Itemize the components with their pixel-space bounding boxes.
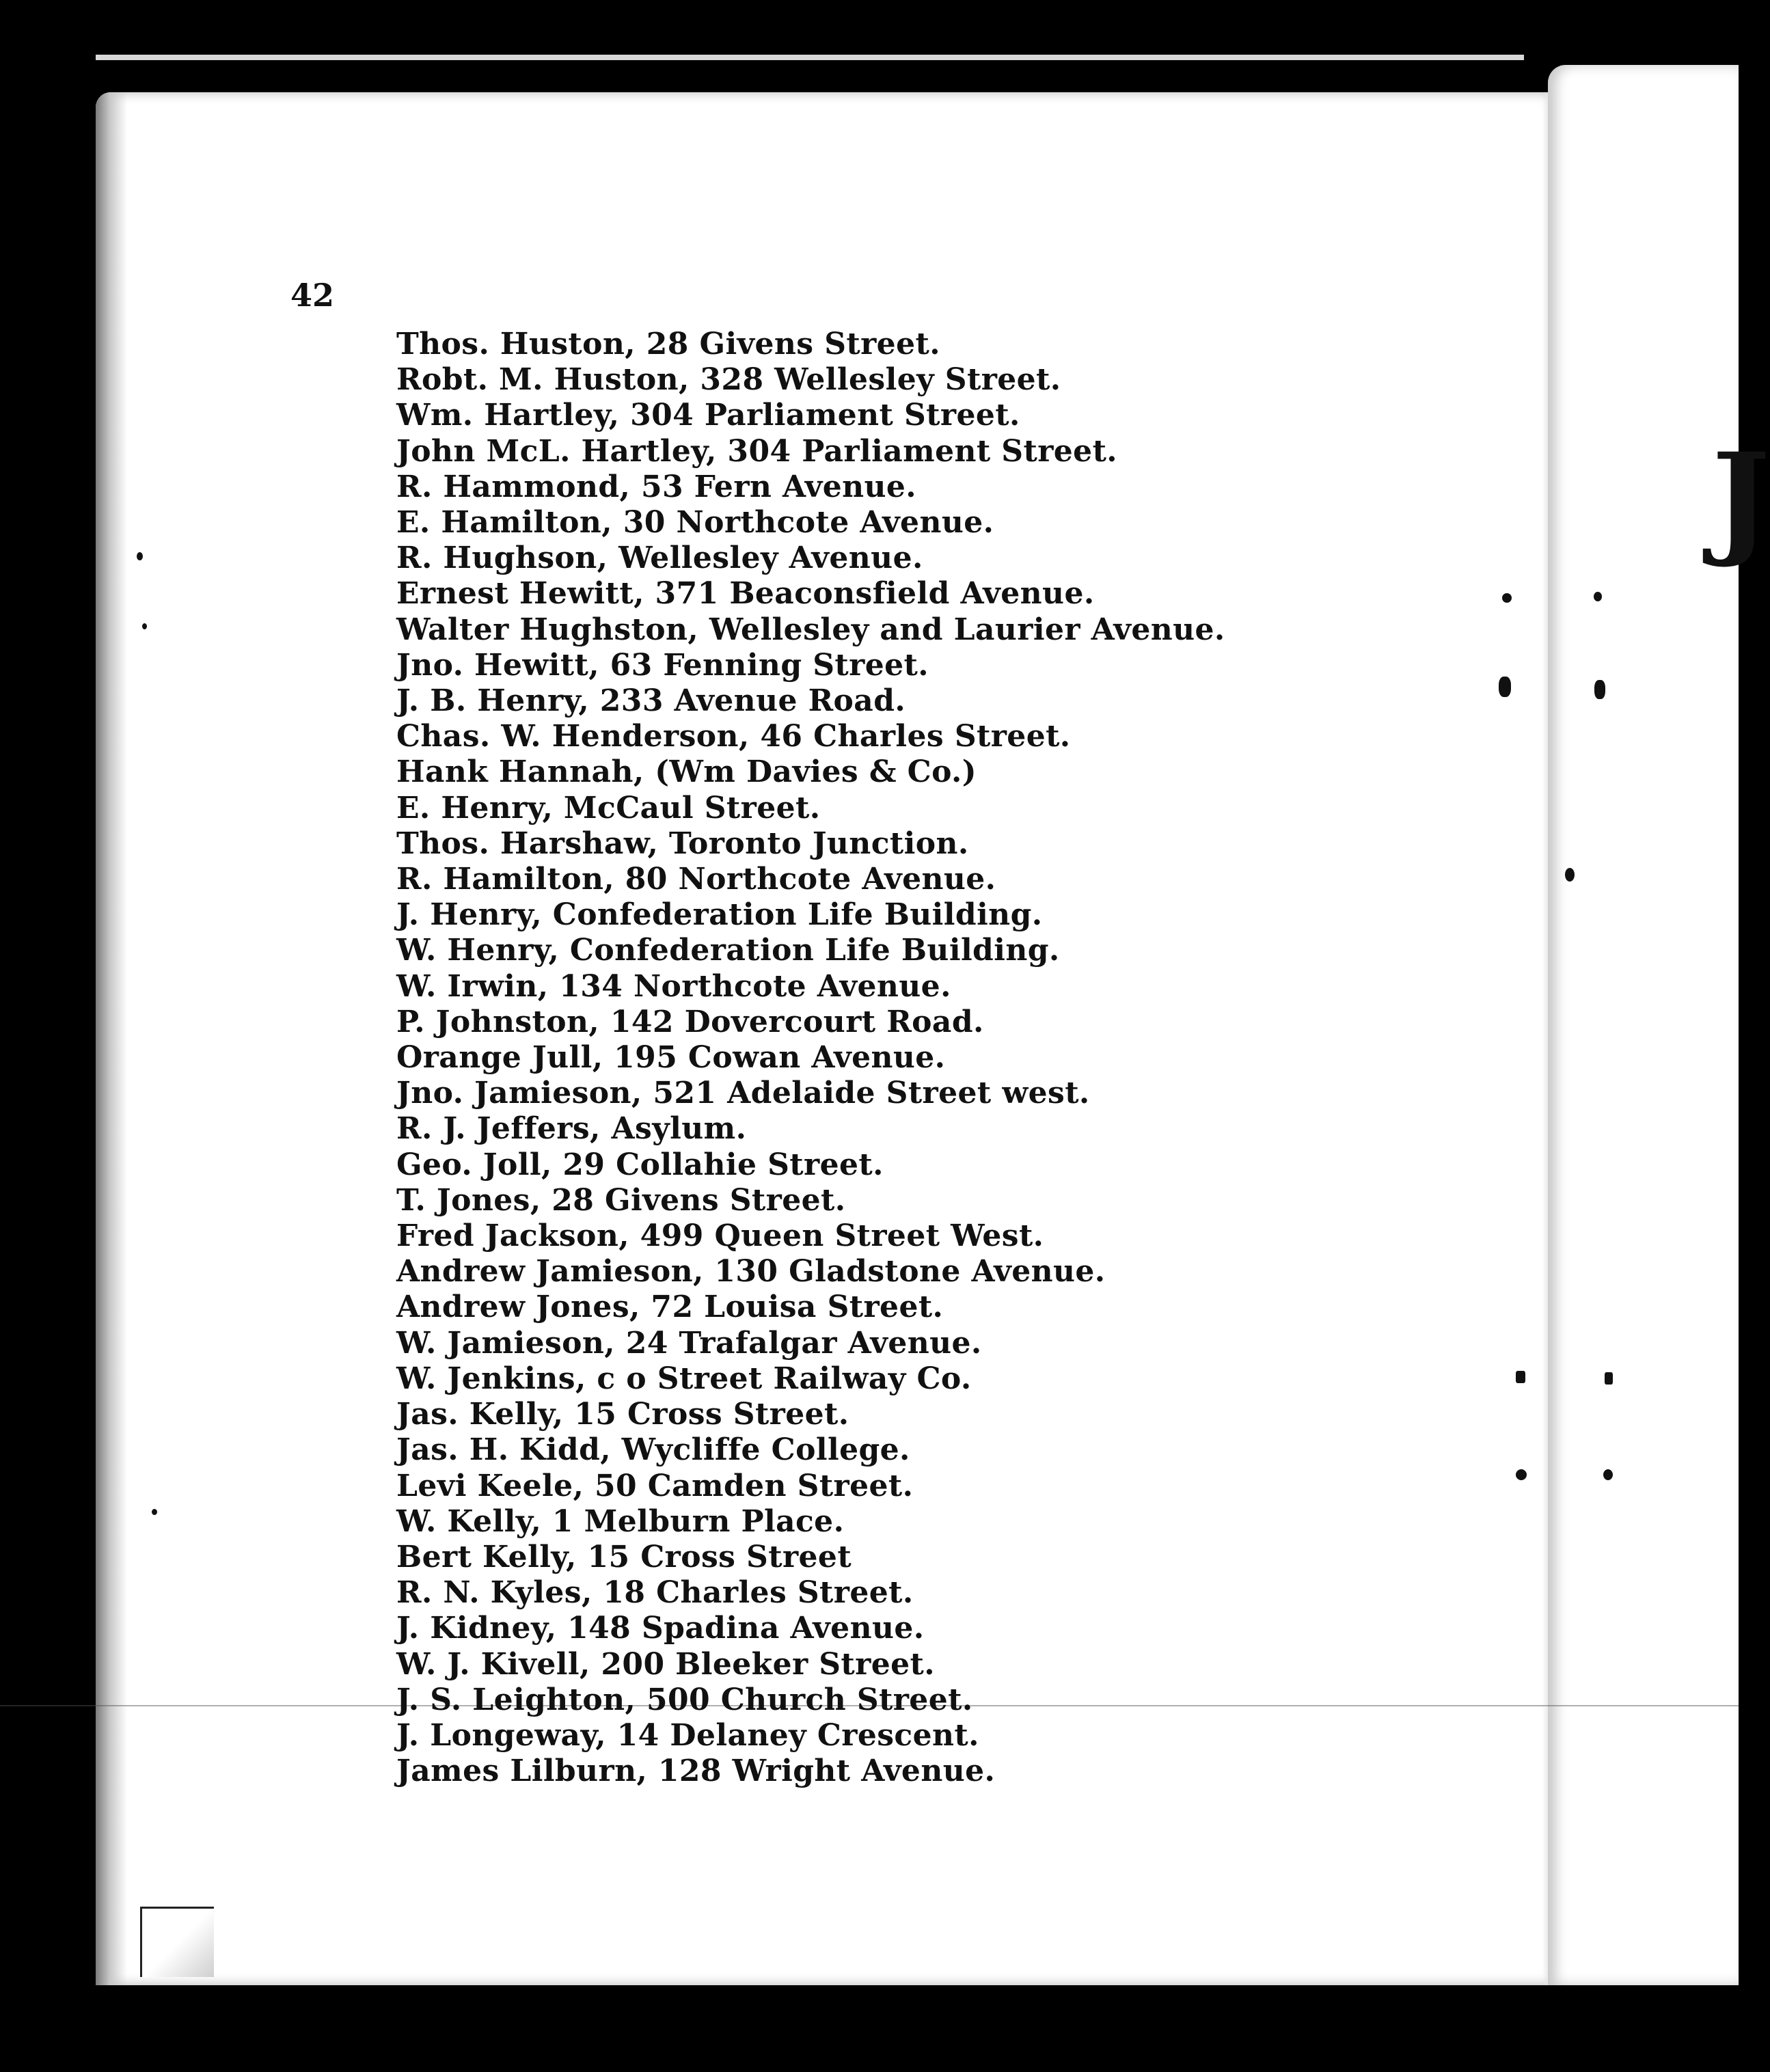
directory-entry: E. Henry, McCaul Street. [396,790,821,826]
directory-entry: Geo. Joll, 29 Collahie Street. [396,1147,884,1182]
directory-entry: W. Jenkins, c o Street Railway Co. [396,1361,972,1396]
directory-entry: J. Kidney, 148 Spadina Avenue. [396,1611,925,1646]
directory-entry: W. J. Kivell, 200 Bleeker Street. [396,1646,935,1682]
directory-entry: Fred Jackson, 499 Queen Street West. [396,1218,1044,1254]
directory-entry: Andrew Jamieson, 130 Gladstone Avenue. [396,1254,1106,1290]
print-speck [1605,1372,1613,1385]
directory-entry: Hank Hannah, (Wm Davies & Co.) [396,754,977,790]
print-speck [1603,1469,1613,1480]
directory-entry: Wm. Hartley, 304 Parliament Street. [396,398,1020,433]
scan-frame-edge [96,55,1524,60]
directory-entry: Thos. Harshaw, Toronto Junction. [396,826,969,861]
print-speck [1565,868,1575,882]
print-speck [1502,593,1512,603]
directory-entry: P. Johnston, 142 Dovercourt Road. [396,1004,984,1039]
print-speck [152,1509,157,1515]
directory-entry: J. Henry, Confederation Life Building. [396,897,1043,933]
directory-entry: Bert Kelly, 15 Cross Street [396,1539,852,1575]
directory-entry: T. Jones, 28 Givens Street. [396,1182,846,1218]
directory-entry: Thos. Huston, 28 Givens Street. [396,327,940,362]
directory-entry: W. Jamieson, 24 Trafalgar Avenue. [396,1325,982,1361]
directory-entry: Orange Jull, 195 Cowan Avenue. [396,1040,946,1076]
directory-entry: Levi Keele, 50 Camden Street. [396,1468,914,1503]
directory-entry: Robt. M. Huston, 328 Wellesley Street. [396,362,1061,398]
directory-list [396,327,1225,1789]
print-speck [1594,592,1602,601]
print-speck [137,552,143,560]
facing-page-fragment: J [1712,426,1770,571]
directory-entry: W. Henry, Confederation Life Building. [396,933,1060,968]
page-number: 42 [290,277,335,314]
directory-entry: Ernest Hewitt, 371 Beaconsfield Avenue. [396,576,1095,612]
print-speck [1516,1469,1527,1480]
directory-entry: Walter Hughston, Wellesley and Laurier Avenue. [396,612,1225,647]
directory-entry: R. Hamilton, 80 Northcote Avenue. [396,862,996,897]
directory-entry: R. N. Kyles, 18 Charles Street. [396,1575,914,1611]
directory-entry: Jas. Kelly, 15 Cross Street. [396,1397,849,1432]
print-speck [1516,1371,1525,1383]
print-speck [142,623,147,629]
directory-entry: W. Kelly, 1 Melburn Place. [396,1503,845,1539]
facing-page [1548,65,1739,1985]
directory-entry: Jno. Jamieson, 521 Adelaide Street west. [396,1076,1090,1111]
directory-entry: John McL. Hartley, 304 Parliament Street. [396,433,1118,469]
directory-entry: J. S. Leighton, 500 Church Street. [396,1682,973,1717]
page-corner-fold [140,1907,214,1977]
directory-entry: R. Hughson, Wellesley Avenue. [396,541,923,576]
directory-entry: W. Irwin, 134 Northcote Avenue. [396,968,951,1004]
directory-entry: James Lilburn, 128 Wright Avenue. [396,1754,996,1789]
directory-entry: E. Hamilton, 30 Northcote Avenue. [396,505,994,541]
directory-entry: R. Hammond, 53 Fern Avenue. [396,469,917,504]
directory-entry: Jas. H. Kidd, Wycliffe College. [396,1432,910,1468]
directory-entry: Chas. W. Henderson, 46 Charles Street. [396,719,1071,754]
print-speck [1594,680,1605,699]
directory-entry: J. Longeway, 14 Delaney Crescent. [396,1717,979,1753]
print-speck [1499,677,1511,697]
directory-entry: Jno. Hewitt, 63 Fenning Street. [396,647,929,683]
directory-entry: R. J. Jeffers, Asylum. [396,1111,747,1147]
directory-entry: J. B. Henry, 233 Avenue Road. [396,683,906,719]
directory-entry: Andrew Jones, 72 Louisa Street. [396,1290,944,1325]
